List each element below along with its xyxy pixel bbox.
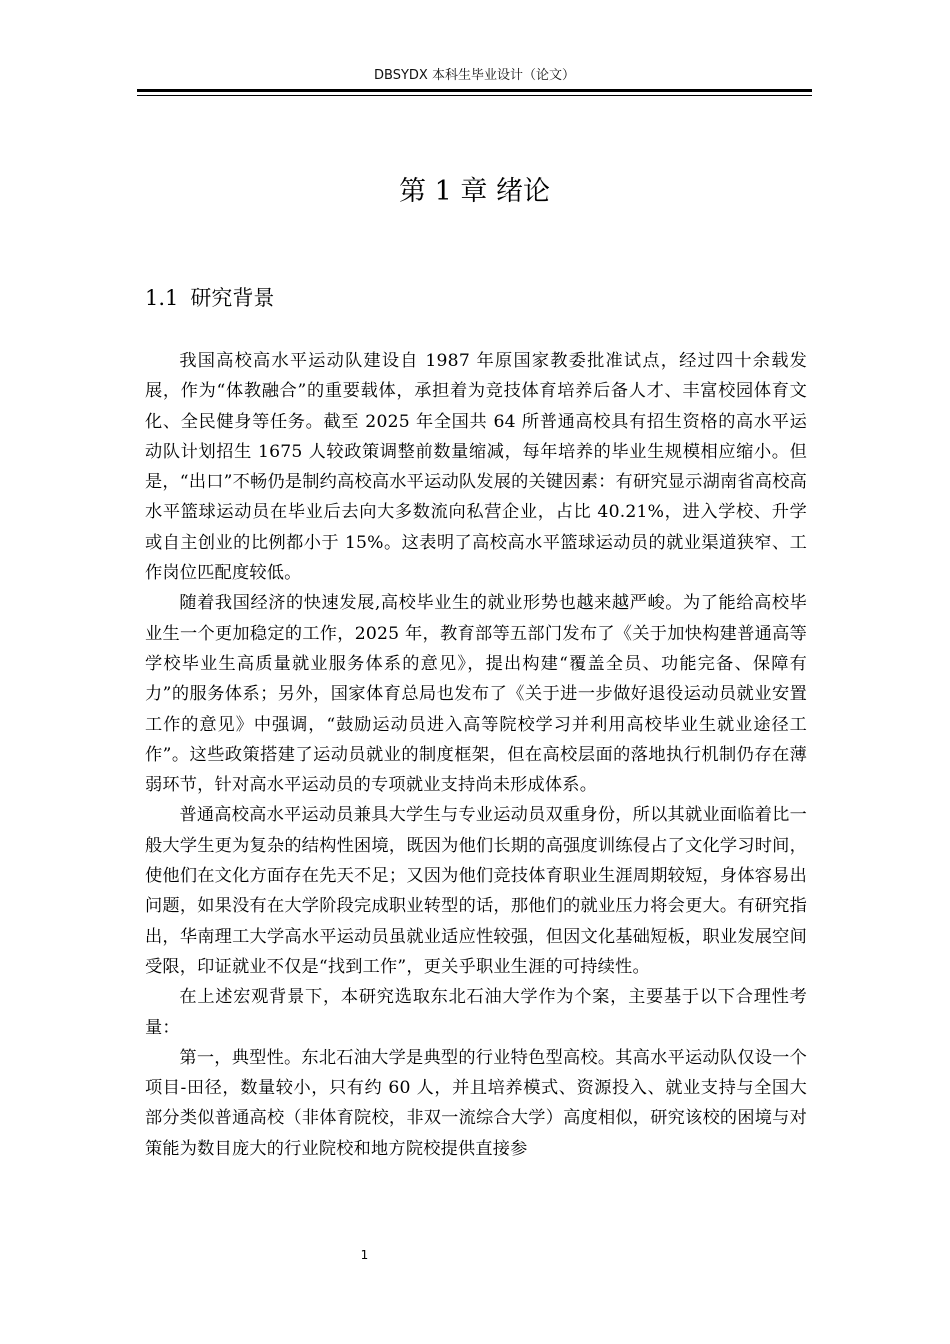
section-number: 1.1 bbox=[145, 286, 179, 310]
page-number: 1 bbox=[360, 1248, 369, 1262]
paragraph: 第一，典型性。东北石油大学是典型的行业特色型高校。其高水平运动队仅设一个项目-田径，数量较小，只有约 60 人，并且培养模式、资源投入、就业支持与全国大部分类似普通高校（非体育院校，非双一流综合大学）高度相似，研究该校的困境与对策能为数目庞大的行业院校和地方院校提供直接参 bbox=[145, 1047, 807, 1159]
section-title: 研究背景 bbox=[190, 286, 275, 310]
chapter-title: 第 1 章 绪论 bbox=[399, 176, 550, 207]
running-header: DBSYDX 本科生毕业设计（论文） bbox=[374, 68, 575, 83]
header-rule-thin bbox=[137, 95, 812, 96]
paragraph: 我国高校高水平运动队建设自 1987 年原国家教委批准试点，经过四十余载发展，作为“体教融合”的重要载体，承担着为竞技体育培养后备人才、丰富校园体育文化、全民健身等任务。截至 2025 年全国共 64 所普通高校具有招生资格的高水平运动队计划招生 1675 人较政策调整前数量缩减，每年培养的毕业生规模相应缩小。但是，“出口”不畅仍是制约高校高水平运动队发展的关键因素：有研究显示湖南省高校高水平篮球运动员在毕业后去向大多数流向私营企业，占比 40.21%，进入学校、升学或自主创业的比例都小于 15%。这表明了高校高水平篮球运动员的就业渠道狭窄、工作岗位匹配度较低。 bbox=[145, 351, 807, 584]
header-rule-thick bbox=[137, 89, 812, 92]
section-heading bbox=[145, 280, 274, 316]
body-text bbox=[145, 346, 807, 1164]
paragraph: 随着我国经济的快速发展,高校毕业生的就业形势也越来越严峻。为了能给高校毕业生一个更加稳定的工作，2025 年，教育部等五部门发布了《关于加快构建普通高等学校毕业生高质量就业服务体系的意见》，提出构建“覆盖全员、功能完备、保障有力”的服务体系；另外，国家体育总局也发布了《关于进一步做好退役运动员就业安置工作的意见》中强调，“鼓励运动员进入高等院校学习并利用高校毕业生就业途径工作”。这些政策搭建了运动员就业的制度框架，但在高校层面的落地执行机制仍存在薄弱环节，针对高水平运动员的专项就业支持尚未形成体系。 bbox=[145, 593, 807, 796]
paragraph: 在上述宏观背景下，本研究选取东北石油大学作为个案，主要基于以下合理性考量： bbox=[145, 987, 807, 1038]
paragraph: 普通高校高水平运动员兼具大学生与专业运动员双重身份，所以其就业面临着比一般大学生更为复杂的结构性困境，既因为他们长期的高强度训练侵占了文化学习时间，使他们在文化方面存在先天不足；又因为他们竞技体育职业生涯周期较短，身体容易出问题，如果没有在大学阶段完成职业转型的话，那他们的就业压力将会更大。有研究指出，华南理工大学高水平运动员虽就业适应性较强，但因文化基础短板，职业发展空间受限，印证就业不仅是“找到工作”，更关乎职业生涯的可持续性。 bbox=[145, 805, 807, 977]
